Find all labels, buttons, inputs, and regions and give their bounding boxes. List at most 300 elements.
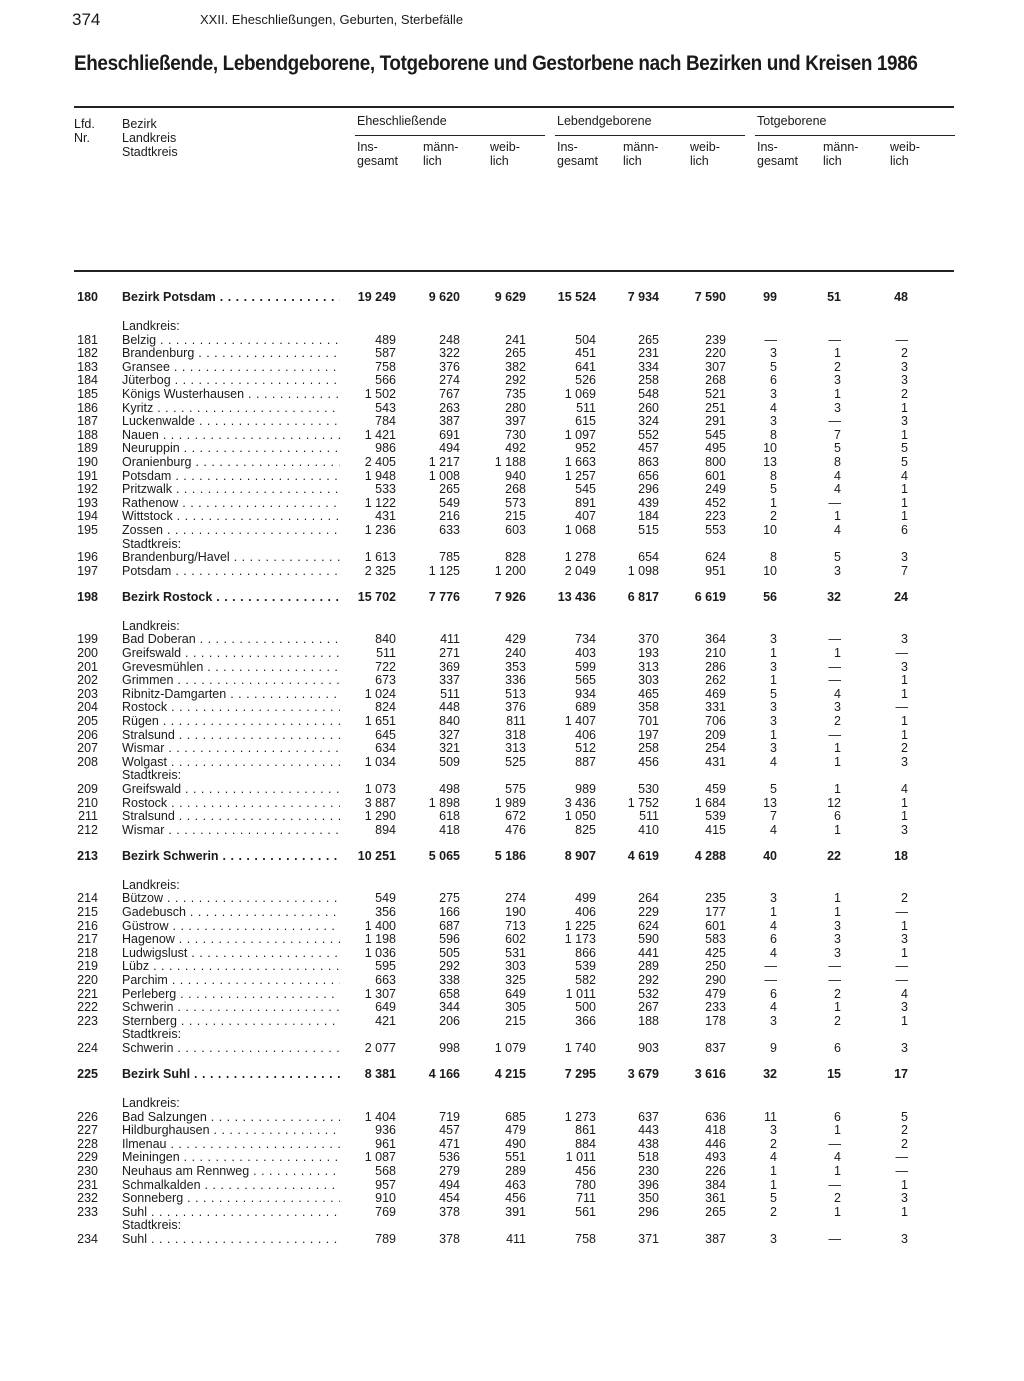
- cell-value: 2: [901, 1136, 908, 1151]
- cell-value: 3: [901, 359, 908, 374]
- row-number: 189: [77, 441, 98, 456]
- cell-value: 407: [575, 509, 596, 524]
- row-name: Rostock . . .: [122, 700, 340, 714]
- cell-value: 1 024: [364, 686, 396, 701]
- cell-value: 1: [901, 918, 908, 933]
- table-row: [0, 441, 1024, 455]
- cell-value: 701: [638, 714, 659, 728]
- row-number: 183: [77, 359, 98, 374]
- table-row: [0, 1137, 1024, 1151]
- cell-value: 498: [439, 782, 460, 796]
- cell-value: 495: [705, 441, 726, 456]
- cell-value: 4: [770, 918, 777, 933]
- cell-value: 418: [705, 1123, 726, 1138]
- cell-value: —: [828, 332, 841, 347]
- cell-value: 99: [763, 290, 777, 304]
- cell-value: 1: [834, 1204, 841, 1219]
- cell-value: 4 288: [694, 848, 726, 863]
- cell-value: 986: [375, 441, 396, 456]
- cell-value: 7 926: [494, 589, 526, 604]
- cell-value: 5: [770, 686, 777, 701]
- cell-value: 1 079: [494, 1041, 526, 1055]
- cell-value: 456: [505, 1191, 526, 1206]
- row-number: 233: [77, 1204, 98, 1219]
- cell-value: 292: [505, 373, 526, 388]
- cell-value: 553: [705, 523, 726, 537]
- cell-value: 706: [705, 714, 726, 728]
- cell-value: 479: [705, 986, 726, 1001]
- cell-value: 1: [834, 346, 841, 361]
- cell-value: 887: [575, 754, 596, 769]
- cell-value: 209: [705, 727, 726, 742]
- cell-value: 6: [770, 373, 777, 388]
- cell-value: 785: [439, 550, 460, 565]
- cell-value: 2: [770, 1204, 777, 1219]
- cell-value: 3: [770, 1232, 777, 1246]
- cell-value: 8: [834, 455, 841, 469]
- cell-value: 3: [901, 632, 908, 647]
- table-row: [0, 1205, 1024, 1219]
- cell-value: 3: [901, 1000, 908, 1015]
- row-number: 182: [77, 346, 98, 361]
- cell-value: 3: [770, 1013, 777, 1028]
- row-number: 199: [77, 632, 98, 647]
- cell-value: 1: [834, 1123, 841, 1138]
- cell-value: 1 663: [564, 455, 596, 469]
- cell-value: 397: [505, 414, 526, 429]
- cell-value: 957: [375, 1177, 396, 1192]
- row-number: 181: [77, 332, 98, 347]
- cell-value: 254: [705, 741, 726, 756]
- cell-value: 1 989: [494, 795, 526, 810]
- cell-value: 1 073: [364, 782, 396, 796]
- cell-value: 249: [705, 482, 726, 497]
- cell-value: 552: [638, 427, 659, 442]
- cell-value: 1: [834, 646, 841, 660]
- cell-value: 1: [770, 1177, 777, 1192]
- cell-value: 321: [439, 741, 460, 756]
- cell-value: 206: [439, 1013, 460, 1028]
- cell-value: 260: [638, 400, 659, 415]
- cell-value: 658: [439, 986, 460, 1001]
- cell-value: 1: [901, 1013, 908, 1028]
- cell-value: 384: [705, 1177, 726, 1192]
- cell-value: 3: [770, 891, 777, 906]
- cell-value: —: [828, 414, 841, 429]
- cell-value: 784: [375, 414, 396, 429]
- cell-value: 4 215: [494, 1067, 526, 1081]
- cell-value: 4: [834, 482, 841, 497]
- cell-value: 595: [375, 959, 396, 974]
- cell-value: 303: [505, 959, 526, 974]
- row-name: Gadebusch . . .: [122, 905, 340, 919]
- cell-value: 601: [705, 468, 726, 483]
- table-row: [0, 428, 1024, 442]
- cell-value: 891: [575, 495, 596, 510]
- row-number: 207: [77, 741, 98, 756]
- cell-value: 1: [834, 822, 841, 837]
- cell-value: 429: [505, 632, 526, 647]
- cell-value: 4: [834, 686, 841, 701]
- table-row: [0, 496, 1024, 510]
- cell-value: 634: [375, 741, 396, 756]
- cell-value: 3: [770, 387, 777, 401]
- cell-value: 268: [705, 373, 726, 388]
- cell-value: 5: [770, 482, 777, 497]
- cell-value: 32: [763, 1067, 777, 1081]
- cell-value: 1 225: [564, 918, 596, 933]
- cell-value: 264: [638, 891, 659, 906]
- cell-value: —: [828, 1136, 841, 1151]
- row-name: Bezirk Suhl . . .: [122, 1067, 340, 1081]
- cell-value: 837: [705, 1041, 726, 1055]
- cell-value: 735: [505, 387, 526, 401]
- row-name: Sonneberg . . .: [122, 1191, 340, 1205]
- row-number: 220: [77, 973, 98, 987]
- cell-value: 910: [375, 1191, 396, 1206]
- subheader-maennlich: männ- lich: [423, 140, 459, 168]
- cell-value: 998: [439, 1041, 460, 1055]
- cell-value: 545: [705, 427, 726, 442]
- cell-value: 719: [439, 1109, 460, 1124]
- cell-value: 1 948: [364, 468, 396, 483]
- cell-value: —: [895, 332, 908, 347]
- cell-value: 539: [575, 959, 596, 974]
- cell-value: 220: [705, 346, 726, 361]
- cell-value: 338: [439, 973, 460, 987]
- cell-value: 1: [901, 809, 908, 824]
- cell-value: 3: [834, 563, 841, 578]
- cell-value: 8: [770, 468, 777, 483]
- cell-value: 258: [638, 741, 659, 756]
- cell-value: 499: [575, 891, 596, 906]
- cell-value: 431: [375, 509, 396, 524]
- table-row: [0, 959, 1024, 973]
- row-number: 231: [77, 1177, 98, 1192]
- cell-value: 292: [439, 959, 460, 974]
- cell-value: 290: [705, 973, 726, 987]
- cell-value: 952: [575, 441, 596, 456]
- row-number: 224: [77, 1041, 98, 1055]
- table-row: [0, 1164, 1024, 1178]
- table-row: [0, 550, 1024, 564]
- cell-value: 476: [505, 822, 526, 837]
- cell-value: 1: [834, 1000, 841, 1015]
- cell-value: —: [895, 959, 908, 974]
- cell-value: 439: [638, 495, 659, 510]
- row-number: 212: [77, 822, 98, 837]
- cell-value: 636: [705, 1109, 726, 1124]
- table-row: [0, 673, 1024, 687]
- cell-value: 452: [705, 495, 726, 510]
- cell-value: 361: [705, 1191, 726, 1206]
- cell-value: 2: [834, 1013, 841, 1028]
- cell-value: 1: [770, 905, 777, 919]
- cell-value: 3: [834, 400, 841, 415]
- subheader-weiblich: weib- lich: [890, 140, 920, 168]
- cell-value: 1 740: [564, 1041, 596, 1055]
- cell-value: 271: [439, 646, 460, 660]
- cell-value: 22: [827, 848, 841, 863]
- cell-value: 1: [901, 714, 908, 728]
- cell-value: 406: [575, 905, 596, 919]
- row-number: 217: [77, 932, 98, 947]
- cell-value: 2: [901, 387, 908, 401]
- row-number: 204: [77, 700, 98, 715]
- cell-value: 1 278: [564, 550, 596, 565]
- cell-value: 10 251: [357, 848, 396, 863]
- cell-value: 500: [575, 1000, 596, 1015]
- table-row: [0, 360, 1024, 374]
- cell-value: 687: [439, 918, 460, 933]
- cell-value: 1: [834, 387, 841, 401]
- cell-value: 318: [505, 727, 526, 742]
- cell-value: 5: [901, 455, 908, 469]
- bezirk-row: [0, 290, 1024, 304]
- row-number: 219: [77, 959, 98, 974]
- row-name: Bützow . . .: [122, 891, 340, 905]
- cell-value: —: [764, 973, 777, 987]
- col-region: Bezirk Landkreis Stadtkreis: [122, 117, 178, 159]
- cell-value: 3: [834, 932, 841, 947]
- cell-value: 624: [705, 550, 726, 565]
- subheader-insgesamt: Ins- gesamt: [557, 140, 598, 168]
- row-number: 180: [77, 290, 98, 304]
- cell-value: 3: [834, 373, 841, 388]
- cell-value: 1 898: [428, 795, 460, 810]
- cell-value: 3: [770, 346, 777, 361]
- cell-value: 3: [770, 414, 777, 429]
- row-name: Pritzwalk . . .: [122, 482, 340, 496]
- cell-value: 2: [770, 509, 777, 524]
- cell-value: —: [895, 1150, 908, 1165]
- cell-value: 2: [834, 1191, 841, 1206]
- row-number: 208: [77, 754, 98, 769]
- cell-value: 489: [375, 332, 396, 347]
- row-number: 197: [77, 563, 98, 578]
- cell-value: 376: [439, 359, 460, 374]
- cell-value: 3: [770, 659, 777, 674]
- cell-value: 241: [505, 332, 526, 347]
- cell-value: 1 122: [364, 495, 396, 510]
- row-name: Neuruppin . . .: [122, 441, 340, 455]
- row-number: 225: [77, 1067, 98, 1081]
- cell-value: 934: [575, 686, 596, 701]
- cell-value: 6: [834, 1041, 841, 1055]
- row-name: Ludwigslust . . .: [122, 946, 340, 960]
- cell-value: 210: [705, 646, 726, 660]
- row-name: Schwerin . . .: [122, 1000, 340, 1014]
- cell-value: 263: [439, 400, 460, 415]
- cell-value: 325: [505, 973, 526, 987]
- cell-value: 331: [705, 700, 726, 715]
- cell-value: 526: [575, 373, 596, 388]
- cell-value: 7: [770, 809, 777, 824]
- row-number: 198: [77, 589, 98, 604]
- cell-value: 479: [505, 1123, 526, 1138]
- cell-value: 6: [901, 523, 908, 537]
- row-name: Rostock . . .: [122, 796, 340, 810]
- cell-value: 3 887: [364, 795, 396, 810]
- cell-value: 587: [375, 346, 396, 361]
- cell-value: 936: [375, 1123, 396, 1138]
- section-label-row: [0, 878, 1024, 892]
- group-underline-ehe: [355, 135, 545, 136]
- table-row: [0, 741, 1024, 755]
- cell-value: 533: [375, 482, 396, 497]
- cell-value: —: [828, 1177, 841, 1192]
- cell-value: 1 651: [364, 714, 396, 728]
- subheader-maennlich: männ- lich: [623, 140, 659, 168]
- table-row: [0, 1041, 1024, 1055]
- cell-value: 596: [439, 932, 460, 947]
- cell-value: 56: [763, 589, 777, 604]
- cell-value: 951: [705, 563, 726, 578]
- row-name: Wittstock . . .: [122, 509, 340, 523]
- row-name: Bezirk Rostock . . .: [122, 590, 340, 604]
- cell-value: 645: [375, 727, 396, 742]
- cell-value: 4: [834, 523, 841, 537]
- cell-value: 292: [638, 973, 659, 987]
- row-number: 193: [77, 495, 98, 510]
- cell-value: 1: [834, 754, 841, 769]
- cell-value: 1: [901, 482, 908, 497]
- cell-value: 545: [575, 482, 596, 497]
- cell-value: 789: [375, 1232, 396, 1246]
- cell-value: 6: [770, 986, 777, 1001]
- cell-value: —: [895, 1164, 908, 1178]
- cell-value: 1: [901, 495, 908, 510]
- table-row: [0, 1232, 1024, 1246]
- cell-value: 1: [901, 795, 908, 810]
- cell-value: 494: [439, 1177, 460, 1192]
- cell-value: 4: [770, 822, 777, 837]
- cell-value: 568: [375, 1164, 396, 1178]
- cell-value: 358: [638, 700, 659, 715]
- cell-value: 13 436: [557, 589, 596, 604]
- cell-value: 3 616: [694, 1067, 726, 1081]
- cell-value: 2: [834, 359, 841, 374]
- cell-value: 369: [439, 659, 460, 674]
- cell-value: 7: [834, 427, 841, 442]
- row-number: 209: [77, 782, 98, 796]
- cell-value: 5: [770, 1191, 777, 1206]
- header-top-rule: [74, 106, 954, 108]
- cell-value: —: [895, 905, 908, 919]
- cell-value: 1: [901, 1204, 908, 1219]
- cell-value: 3: [834, 918, 841, 933]
- cell-value: 230: [638, 1164, 659, 1178]
- cell-value: 1 050: [564, 809, 596, 824]
- cell-value: 1 036: [364, 945, 396, 960]
- cell-value: 840: [439, 714, 460, 728]
- section-label-row: [0, 537, 1024, 551]
- cell-value: 396: [638, 1177, 659, 1192]
- row-name: Greifswald . . .: [122, 782, 340, 796]
- row-number: 184: [77, 373, 98, 388]
- row-name: Jüterbog . . .: [122, 373, 340, 387]
- row-number: 226: [77, 1109, 98, 1124]
- row-number: 228: [77, 1136, 98, 1151]
- cell-value: 505: [439, 945, 460, 960]
- cell-value: 15 702: [357, 589, 396, 604]
- cell-value: 274: [439, 373, 460, 388]
- group-eheschliessende: Eheschließende: [357, 114, 447, 128]
- cell-value: 863: [638, 455, 659, 469]
- cell-value: 32: [827, 589, 841, 604]
- row-name: Luckenwalde . . .: [122, 414, 340, 428]
- cell-value: 1 236: [364, 523, 396, 537]
- row-name: Zossen . . .: [122, 523, 340, 537]
- cell-value: 7 590: [694, 290, 726, 304]
- cell-value: 1: [901, 509, 908, 524]
- table-row: [0, 509, 1024, 523]
- cell-value: 456: [638, 754, 659, 769]
- cell-value: 511: [576, 400, 596, 415]
- cell-value: 448: [439, 700, 460, 715]
- cell-value: 511: [376, 646, 396, 660]
- cell-value: 4: [770, 1150, 777, 1165]
- cell-value: 4: [834, 1150, 841, 1165]
- cell-value: 406: [575, 727, 596, 742]
- cell-value: 9 629: [494, 290, 526, 304]
- cell-value: 19 249: [357, 290, 396, 304]
- row-name: Suhl . . .: [122, 1232, 340, 1246]
- table-row: [0, 632, 1024, 646]
- cell-value: 223: [705, 509, 726, 524]
- section-label-row: [0, 319, 1024, 333]
- cell-value: 4 166: [428, 1067, 460, 1081]
- cell-value: 711: [576, 1191, 596, 1206]
- cell-value: 415: [705, 822, 726, 837]
- table-row: [0, 973, 1024, 987]
- table-row: [0, 1123, 1024, 1137]
- cell-value: 387: [705, 1232, 726, 1246]
- row-name: Bezirk Schwerin . . .: [122, 849, 340, 863]
- cell-value: 618: [439, 809, 460, 824]
- cell-value: 4: [770, 945, 777, 960]
- cell-value: 2: [834, 714, 841, 728]
- col-lfd: Lfd. Nr.: [74, 117, 95, 145]
- cell-value: 1 173: [564, 932, 596, 947]
- cell-value: 454: [439, 1191, 460, 1206]
- cell-value: —: [828, 959, 841, 974]
- row-number: 221: [77, 986, 98, 1001]
- cell-value: 1 613: [364, 550, 396, 565]
- cell-value: 3: [901, 1041, 908, 1055]
- cell-value: —: [764, 959, 777, 974]
- cell-value: 215: [505, 1013, 526, 1028]
- cell-value: 2: [901, 346, 908, 361]
- row-number: 200: [77, 646, 98, 660]
- cell-value: 1 684: [694, 795, 726, 810]
- cell-value: 265: [505, 346, 526, 361]
- cell-value: 1: [770, 1164, 777, 1178]
- cell-value: 7 776: [428, 589, 460, 604]
- cell-value: 4: [901, 468, 908, 483]
- cell-value: 280: [505, 400, 526, 415]
- cell-value: 656: [638, 468, 659, 483]
- row-number: 191: [77, 468, 98, 483]
- cell-value: 193: [638, 646, 659, 660]
- cell-value: 1: [834, 509, 841, 524]
- section-label-row: [0, 1096, 1024, 1110]
- row-number: 202: [77, 673, 98, 688]
- row-name: Stralsund . . .: [122, 809, 340, 823]
- cell-value: 521: [705, 387, 726, 401]
- cell-value: 8: [770, 427, 777, 442]
- cell-value: 663: [375, 973, 396, 987]
